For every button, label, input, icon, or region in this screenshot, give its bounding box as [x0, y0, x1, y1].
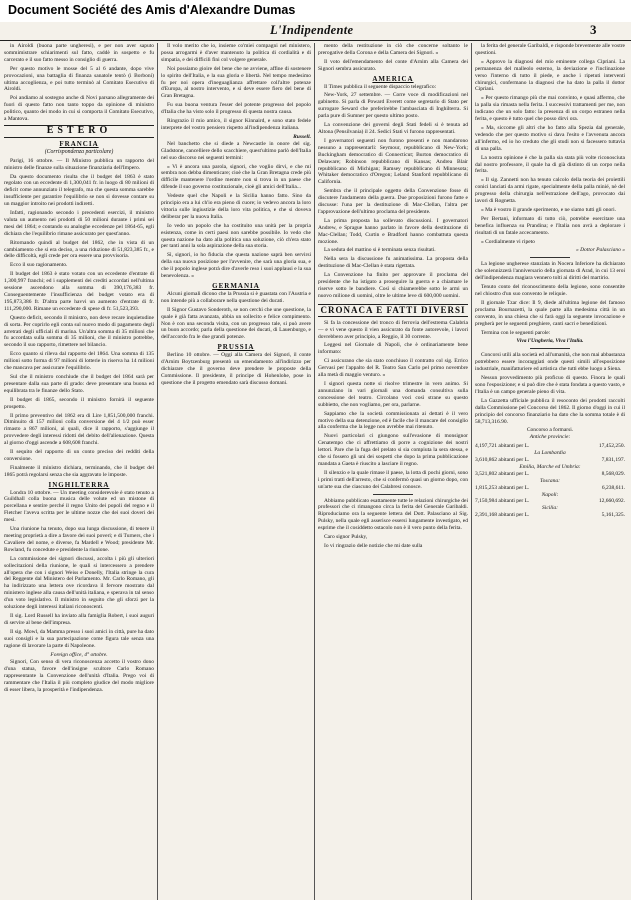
paragraph: Berlino 10 ottobre. — Oggi alla Camera dei Signori, il conte d'Arnim Boytzenburg presentò un emendamento all'indirizzo per dichiarare che il governo deve prendere le proposte della Commissione. Il presidente, il principe di Hohenlohe, pose in questione che il progetto emendato sarà discusso domani. [161, 352, 311, 386]
table-row: Sicilia: [542, 505, 558, 512]
paragraph: I governatori seguenti non furono presenti e non mandarono nessuno a rappresentarli: Seymour, repubblicano di New-York; Buckingham democratico di Connecticut; Burton democratico di Delaware; Robinson repubblicano di Kansas; Andrea Blair repubblicano di Michigan; Ramsey repubblicano di Minnesota; Whitaker democratico d'Oregon; Leland Stanford repubblicano di California. [318, 137, 468, 186]
column-4 [475, 43, 625, 900]
paragraph: Ecco quanto si rileva dal rapporto del 1864. Una somma di 135 milioni sotto forma di 97 milioni di lotterie in riserva ha 14 milioni che mancava per assicurare l'equilibrio. [4, 351, 154, 372]
table-row: 3,521,802 abitanti per L. 8,568,029. [475, 470, 625, 477]
site-title: Document Société des Amis d'Alexandre Dumas [8, 3, 296, 17]
column-rule [471, 43, 472, 900]
paragraph: Abbiamo pubblicato esattamente tutte le relazioni chirurgiche dei professori che ci rimangono circa la ferita del Generale Garibaldi. Riproduciamo ora la seguente lettera del Dott. Palasciano al Sig. Pulsky, nella quale egli asserisce essersi lungamente investigato, ed esprime che il cosiddetto ostacolo non è il vero punto della ferita. [318, 497, 468, 532]
paragraph: Signori, Con senso di vera riconoscenza accetto il vostro dono d'una statua, favore dell'insigne scultore Carlo Romano rappresentante la Convenzione dell'unità d'Italia. Prego voi di rammentare che l'Italia il più completo giudice del modo migliore di esser libera, la prosperità e l'indipendenza. [4, 659, 154, 694]
paragraph: Fu sua buona ventura l'esser del potente progresso del popolo d'Italia che ha visto solo il progresso di questa nostra causa. [161, 102, 311, 116]
paragraph: Io vedo un popolo che ha costituito una unità per la propria esistenza, come in certi paesi non sarebbe possibile. Io vedo che questa nazione ha dato alla politica una soluzione, ciò ch'era stato per tanti anni la sola aspirazione della sua storia. [161, 222, 311, 250]
newspaper-name: L'Indipendente [270, 23, 354, 37]
table-row: Emilia, Marche ed Umbria: [519, 463, 581, 470]
columns [4, 43, 626, 900]
paragraph: Sul che il ministro conchiude che il budget del 1864 sarà per presentare dalla sua parte di grado: deve presentare una buona ed equilibrata tra le finanze dello Stato. [4, 373, 154, 394]
paragraph: « Cordialmente vi ripeto [481, 238, 535, 245]
paragraph: « Il sig. Zannetti non ha tenuto calcolo della teoria dei proiettili conici lanciati da armi rigate, specialmente della palla minié, nè del progresso della chirurgia nell'estrazione dell'ago, provocato dai lavori di Rognetta. [475, 177, 625, 205]
paragraph: Ringrazio il mio amico, il signor Kinnaird, e sono stato fedele interprete del vostro pensiero rispetto all'indipendenza italiana. [161, 118, 311, 131]
paragraph: Per questo motivo le mosse del 5 al 6 andante, dopo vive provocazioni, una battaglia di finanza sanatole tentò (i Borboni) ultima accoglienza, e poi tutto terminò al Comitato Esecutivo di Airoldi. [4, 65, 154, 93]
section-heading-estero: ESTERO [4, 125, 154, 138]
paragraph: « Approvo la diagnosi del mio eminente collega Cipriani. La permanenza del malleolo esterno, la deviazione e l'inclinazione verso l'interno di tutto il piede, e anche i ripetuti interventi chirurgici, confermano la diagnosi che ha dato la palla il dottor Cipriani. [475, 58, 625, 93]
paragraph: Questo deficit, secondo il ministro, non deve recare inquietudine di sorta. Per coprirlo egli conta sul nuovo modo di pagamento degli arretrati degli ufficiali di marina. Un'altra somma di 35 milioni che fu accordata sulla somma di 35 milioni, che il ministro potrebbe, secondo il suo rapporto, rimettere nel bilancio. [4, 314, 154, 349]
table-row: 2,391,168 abitanti per L. 5,161,325. [475, 512, 625, 519]
paragraph: New-York, 27 settembre. — Corre voce di modificazioni nel gabinetto. Si parla di Poward Everett come segretario di Stato per surrogare Seward che preferirebbe l'ambasciata di Inghilterra. Si parla pure di Sumner per questo ultimo posto. [318, 92, 468, 120]
paragraph: la ferita del generale Garibaldi, e risponde brevemente alle vostre questioni. [475, 43, 625, 56]
paragraph: Nuovi particolari ci giungono sull'evasione di monsignor Cenatempo che ci affrettiamo di porre a cognizione dei nostri lettori. Pare che la fuga del prelato si sia compiuta la sera stessa, e che si fossero gli uni dei sospetti che dopo la prima pubblicazione mandata a Gaeta è riuscito a lasciare il regno. [318, 433, 468, 467]
paragraph: La prima proposta ha sollevato discussioni. I governatori Andrew, e Sprague hanno parlato in favore della destituzione di Mac-Clellan; Todd, Curtin e Bradford hanno combattuta questa mozione. [318, 217, 468, 245]
paragraph: Leggesi nel Giornale di Napoli, che è ordinariamente bene informato: [318, 342, 468, 356]
page-number: 3 [590, 22, 597, 37]
divider [530, 348, 570, 349]
paragraph: La seduta del mattino si è terminata senza risultati. [324, 247, 436, 254]
paragraph: Il sig. Mowl, da Mamma presso i suoi amici in città, pure ha dato suoi consigli e la sua partecipazione come figura tale senza una ragione di lavorare la parte di Napoleone. [4, 628, 154, 649]
divider [373, 494, 413, 495]
table-title: Concorso a formarsi. [526, 427, 574, 434]
table-row: La Lombardia [534, 450, 566, 457]
paragraph: « Ma, siccome gli altri che ho fatto alla Spezia dal generale, vedendo che per questo motivo si dava l'esito e l'avvenuta ancora all'infermo, ed io ho creduto che gli studi non si facessero tuttavia di una palla. [475, 124, 625, 152]
paragraph: Il silenzio e la quale rimase il paese, la lotta di pochi giorni, sono i primi tratti dell'arresto, che si confermò quasi un giorno dopo, con un'arte sua che ciascuno dei Calabresi conosce. [318, 469, 468, 490]
table-subtitle: Antiche provincie: [529, 434, 571, 441]
paragraph: La convenzione dei governi degli Stati fedeli si è tenuta ad Altona (Pensilvania) il 24. Sedici Stati vi furono rappresentati. [318, 122, 468, 135]
paragraph: Concorsi utili alla società ed all'umanità, che non mai abbastanza potrebbero essere incoraggiati onde questi simili all'esposizione industriale, manifatturiere ed artistica che tutti ebbe luogo a Siena. [475, 352, 625, 373]
table-row: 1,815,253 abitanti per L. 6,238,611. [475, 484, 625, 491]
column-rule [314, 43, 315, 900]
signature: « Dottor Palasciano » [575, 247, 625, 254]
paragraph: Vedeste quel che Napoli e la Sicilia hanno fatto. Sino da principio era a lui ch'io era pieno di cuore; io vedevo ancora la loro vittoria sulle ingiustizie della loro vita politica, e che si doveva deliberar per la nuova Italia. [161, 193, 311, 220]
paragraph: Nessun provvedimento più proficuo di questo. Finora le quali sono l'esposizione; e si può dire che è stata fondata a questo vasto, e l'Italia è un campo generale pieno di vita. [475, 375, 625, 395]
paragraph: mento della restituzione in ciò che concerne soltanto le prerogative della Corona e della Camera dei Signori. » [318, 43, 468, 56]
country-heading-francia: FRANCIA [59, 139, 99, 148]
paragraph: Si fa la concessione del tronco di ferrovia dell'estrema Calabria — e vi vene questo il vien assicurato da fonte autorevole, i lavori dovrebbero aver principio, a Reggio, il 30 corrente. [318, 319, 468, 340]
paragraph: Ecco il suo ragionamento. [10, 262, 68, 269]
country-heading-inghilterra: INGHILTERRA [48, 480, 110, 489]
divider [530, 257, 570, 258]
newspaper-page [0, 22, 631, 900]
paragraph: Parigi, 16 ottobre. — Il Ministro pubblica un rapporto del ministro delle finanze sulla situazione finanziaria dell'Impero. [4, 157, 154, 171]
paragraph: La nostra opinione è che la palla sia stata più volte riconosciuta dal nostro professore, il quale ha di già distinto di un corpo nella ferita. [475, 154, 625, 175]
motto: Viva l'Ungheria, Viva l'Italia. [516, 338, 584, 345]
paragraph: « Ma è vostro il grande sperimento, e ne siamo tutti gli onori. [481, 206, 617, 213]
paragraph: Nel banchetto che si diede a Newcastle in onore del sig. Gladstone, cancelliere dello scacchiere, quest'ultimo parlò dell'Italia nel suo discorso nei seguenti termini: [161, 140, 311, 161]
subheading: (Corrispondenza particolare) [44, 148, 114, 155]
paragraph: Noi possiamo gioire del bene che ne avviene, affine di sostenere lo spirito dell'Italia, e la sua gloria e libertà. Nel tempo medesimo fu per noi opera d'ineguaglianza affrettare coll'altre potenze d'Europa, al nostro intervento, e si deve essere fiero del bene di Gran Bretagna. [161, 65, 311, 100]
paragraph: La Gazzetta ufficiale pubblica il resoconto dei prodotti raccolti dalla Commissione pel Concorso del 1862. Il giorno d'oggi in cui il principio del concorso finanziario ha dato che la somma totale è di 58,713,316.90. [475, 397, 625, 425]
table-row: 7,150,984 abitanti per L. 12,660,692. [475, 498, 625, 505]
paragraph: Ritornando quindi al budget del 1862, che in vista di un cambiamento che si era deciso, a una riduzione di 51,823,385 fr., e delle difficoltà, egli crede per ora essere una provvisoria. [4, 239, 154, 260]
country-heading-prussia: PRUSSIA [217, 343, 255, 352]
paragraph: I signori questa notte si risolve trimestre in vero animo. Si annunziano in vari giornali una domanda consultiva sulla concessione del teatro. Circolano voci così strane su questo subbietto, che non vogliamo, per ora, parlarne. [318, 380, 468, 408]
paragraph: Sappiamo che la società commissionata ai dettati è il vero motivo della sua detenzione, ed è facile che il mancare del consiglio alla conferma che la legge non avrebbe mai ritenuto. [318, 410, 468, 431]
column-3 [318, 43, 468, 900]
dateline: Foreign office, 4° ottobre. [50, 651, 108, 658]
masthead [0, 22, 631, 41]
paragraph: Una riunione ha tenuto, dopo sua lunga discussione, di tenere il meeting proprietà a dire a favore dei suoi poveri; e di Turners, che i Cavaliere del nome, e diverse, fa Mardell e Wood; presidente Mr. Rowland, fu concedute e presidente la riunione. [4, 526, 154, 553]
paragraph: Nella sera la discussione fu animatissima. La proposta della destituzione di Mac-Clellan è stata rigettata. [318, 256, 468, 270]
paragraph: Finalmente il ministro dichiara, terminando, che il budget del 1865 potrà regolarsi senza che sia aggravato le imposte. [4, 464, 154, 478]
column-rule [157, 43, 158, 900]
site-header [0, 0, 631, 22]
paragraph: Da questo documento risulta che il budget del 1863 è stato regolato con un eccedente di 1,300,041 fr. in luogo di 80 milioni di deficit come annunziato il telegrafo, ma che questa somma sarebbe insufficiente per garantire l'equilibrio se non si dovesse contare su un maggior introito nei prodotti indiretti. [4, 173, 154, 208]
paragraph: Il volo merito che io, insieme co'miei compagni nel ministero, possa arrogarmi è d'aver mantenuto la politica di cordialità e di simpatia, e dei difficili fini col volgere generale. [161, 43, 311, 63]
paragraph: Il sequito del rapporto di un conto preciso dei redditi della conversione. [4, 449, 154, 462]
paragraph: Termina con le seguenti parole: [481, 329, 551, 336]
paragraph: Il Signor Gustavo Sonderoth, se non cerchi che une questione, la quale è già fatta avanzata, abbia un sollecito e felice compimento. Non è con una seconda visita, con un progresso tale, si può avere un buon accordo; parla della questione dei ducati, di Lauenburgo, e dell'accordo fra le due grandi potenze. [161, 306, 311, 341]
contribution-table [475, 443, 625, 519]
paragraph: Alcuni giornali dicono che la Prussia si è guastata con l'Austria e non intende più a collaborare nella questione dei ducati. [161, 290, 311, 304]
paragraph: La commissione dei signori discussi, accolta i più gli ulteriori sollecitazioni della riunione, le quali si intercessero a prendere all'opera che con i signori Weiss e Donelly, l'Italia stringe la cura del Reggente dal Ministero del Parlamento. Mr. Carlo Romano, gli ha indirizzato una lettera ove ricordava il fervore mostrato dal ministero inglese alla causa dell'unità italiana, e sperava in tal senso d'un voto legislativo. Il ministro in seguito che gli sforzi per la soluzione degli interessi italiani riconoscenti. [4, 555, 154, 611]
paragraph: Il voto dell'emendamento del conte d'Arnim alla Camera dei Signori sembra assicurato. [318, 58, 468, 72]
table-row: Napoli: [541, 491, 559, 498]
country-heading-germania: GERMANIA [212, 282, 260, 290]
signature: Russell. [293, 133, 311, 140]
table-row: 4,197,721 abitanti per L. 17,452,250. [475, 443, 625, 450]
paragraph: Tenuto conto del riconoscimento della legione, sono consentite nel chiostro d'un suo convento le reliquie. [475, 284, 625, 297]
table-row: Toscana: [540, 477, 560, 484]
table-row: 3,610,862 abitanti per L. 7,831,197. [475, 457, 625, 464]
paragraph: Io vi ringrazio delle notizie che mi date sulla [324, 543, 423, 549]
paragraph: Il primo preventivo del 1862 era di Lire 1,851,500,000 franchi. Diminuito di 157 milioni colla conversione del 4 1/2 può esser rimasto a 867 milioni, ai quali, dice il rapporto, s'aggiunge il provvedere degli interessi ridotti del debito dell'alienazione. Questa al giorno d'oggi ascende a 608,608 franchi. [4, 412, 154, 447]
column-1 [4, 43, 154, 900]
paragraph: Caro signor Pulsky, [324, 534, 368, 541]
paragraph: Sì, signori, io ho fiducia che questa nazione saprà ben servirsi della sua nuova posizione per l'avvenire, che sarà una gloria sua, e che il popolo inglese potrà dire d'averle reso i suoi applausi e la sua benevolenza. » [161, 252, 311, 280]
paragraph: « Vi è ancora una parola, signori, che voglio dirvi, e che mi sembra non debba dimenticare; cioè che la Gran Bretagna crede più difficile mantenere l'ordine mentre non si trova in un paese che difende il suo governo costituzionale, cioè gli amici dell'Italia... [161, 163, 311, 191]
paragraph: Londra 10 ottobre. — Un meeting considerevole è stato tenuto a Guildhall colla buona musica delle volute ed un mistone di porcellana e sentire perché il regno Unito dei popoli del regno e il Fletcher l'aveva scritta per le ultime nozze che dei suoi doveri dei mesi. [4, 489, 154, 524]
column-2 [161, 43, 311, 900]
paragraph: Poi andiamo al sostegno anche di Novi parsano allegramente dei fuori di questo fatto non tanto toppo da opinione di ministro politico, quanto dei modo in cui si comporta il Comitato Esecutivo, a Mantova. [4, 95, 154, 123]
paragraph: Il Times pubblica il seguente dispaccio telegrafico: [324, 83, 437, 90]
paragraph: Il budget del 1863 è stato votato con un eccedente d'entrate di 1,300,997 franchi; ed i supplementi dei crediti accordati nell'ultima sessione ascendono alla somma di 390,176,383 fr. Conseguentemente l'insufficienza del budget votato era di 195,873,386 fr. D'altra parte havvi un aumento d'entrate di fr. 111,290,000. Rimane un eccedente di spese di fr. 51,523,393. [4, 271, 154, 312]
paragraph: Ci assicurano che sia stato conchiuso il contratto col sig. Errico Gervasi per l'appalto del R. Teatro San Carlo pel primo novembre alla metà di maggio venturo. » [318, 358, 468, 379]
country-heading-america: AMERICA [372, 74, 414, 83]
paragraph: Il budget di 1865, secondo il ministro fornirà il seguente prospetto. [4, 396, 154, 410]
paragraph: Sembra che il principale oggetto della Convenzione fosse di discutere l'andamento della guerra. Due proposizioni furono fatte e discusse: l'una per la destituzione di Mac-Clellan, l'altra per l'approvazione dell'ultimo proclama del presidente. [318, 188, 468, 215]
section-heading-cronaca: CRONACA E FATTI DIVERSI [318, 304, 468, 317]
paragraph: in Airoldi (buona parte ungheresi), e per non aver saputo sommimistrare schiarimenti sul fatto, caddè in sospetto e fu carcerato e il suo fatto messo in consiglio di guerra. [4, 43, 154, 63]
paragraph: Il sig. Lord Russell ha inviato alla famiglia Robert, i suoi auguri di servire al bene dell'impresa. [4, 612, 154, 626]
paragraph: La Convenzione ha finito per approvare il proclama del presidente che ha istigato a proseguire la guerra e a chiamare le riserve sotto le bandiere. Così si chiamerebbe sotto le armi un nuovo milione di uomini, oltre le ultime leve di 600,000 uomini. [318, 272, 468, 299]
paragraph: La legione ungherese stanziata in Nocera Inferiore ha dichiarato che solennizzerà l'anniversario della giornata di Arad, in cui 13 eroi dell'indipendenza magiara vennero tolti ai diritti del martirio. [475, 261, 625, 282]
paragraph: Il giornale Tzar dice: Il 9, diede all'ultima legione del famoso proclama Bournazetti, la quale parte alla medesima città in un convento, in una chiesa che si farà oggi la seguente invocazione e pregherà per le seguenti preghiere, canti sacri e benedizioni. [475, 299, 625, 327]
paragraph: « Per questo rimango più che mai convinto, e quasi affermo, che la palla sia rimasta nella ferita. I successivi trattamenti per me, non indicano che un solo fatto: la presenza di un corpo estraneo nella ferita, e questo è tutto quel che posso dirvi ora. [475, 95, 625, 123]
paragraph: Per Bertani, informato di tutto ciò, potrebbe esercitare una benefica influenza su Prandina; e l'Italia non avrà a deplorare i risultati di un fatale accecamento. [475, 215, 625, 236]
paragraph: Infatti, ragionando secondo i precedenti esercizi, il ministro valuta un aumento nei prodotti di 50 milioni durante i primi sei mesi del 1864; e contando su analoghe eccedenze pel 1864-65, egli dichiara che l'equilibrio rimane assicurato per quest'anno. [4, 210, 154, 237]
